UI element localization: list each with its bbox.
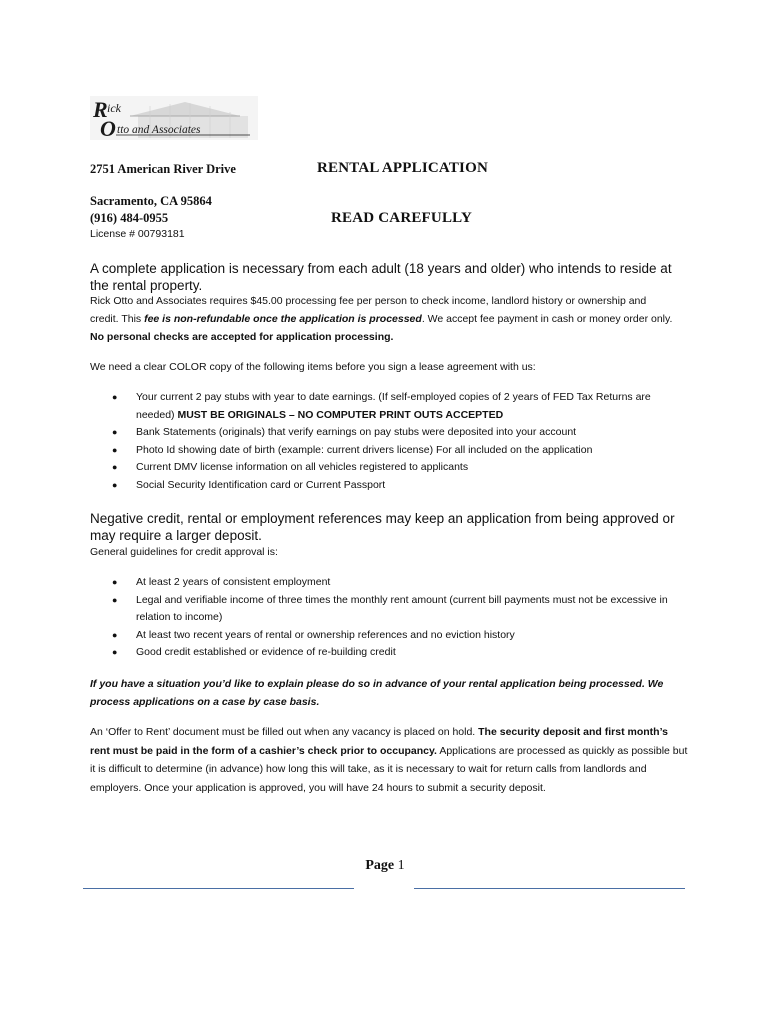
list-item: ● At least 2 years of consistent employment — [90, 574, 690, 592]
list-item: ● Legal and verifiable income of three times the monthly rent amount (current bill payments must not be excessive in relation to income) — [90, 592, 690, 627]
svg-text:tto and Associates: tto and Associates — [117, 124, 201, 136]
footer-rule-right — [414, 888, 685, 889]
offer-text-1: An ‘Offer to Rent’ document must be filled out when any vacancy is placed on hold. — [90, 726, 479, 738]
list-item: ● Bank Statements (originals) that verify earnings on pay stubs were deposited into your account — [90, 424, 690, 442]
phone-number: (916) 484-0955 — [90, 211, 169, 225]
fee-text-2: . We accept fee payment in cash or money order only. — [421, 313, 673, 325]
footer-rule-left — [83, 888, 354, 889]
list-item: ● Good credit established or evidence of re-building credit — [90, 644, 690, 662]
credit-heading: General guidelines for credit approval is: — [90, 546, 278, 558]
list-item: ● Current DMV license information on all vehicles registered to applicants — [90, 459, 690, 477]
svg-text:R: R — [93, 97, 108, 122]
list-item: ● Photo Id showing date of birth (example: current drivers license) For all included on the application — [90, 442, 690, 460]
fee-text-1: Rick Otto and Associates requires $45.00 processing fee per person to check income, landlord history or ownership and credit. This — [90, 295, 647, 325]
page-label: Page — [365, 858, 395, 873]
fee-paragraph — [90, 292, 675, 346]
originals-notice: MUST BE ORIGINALS – NO COMPUTER PRINT OUTS ACCEPTED — [177, 408, 504, 421]
offer-text-2: Applications are processed as quickly as possible but it is difficult to determine (in advance) how long this will take, as it is necessary to wait for return calls from landlords and employers. Once your application is approved, you will have 24 hours to submit a security deposit. — [90, 744, 688, 794]
license-number: License # 00793181 — [90, 228, 185, 240]
list-item: ● Social Security Identification card or Current Passport — [90, 477, 690, 495]
offer-paragraph — [90, 723, 690, 797]
offer-deposit-notice: The security deposit and first month’s rent must be paid in the form of a cashier’s check prior to occupancy. — [90, 726, 668, 757]
credit-guidelines-list — [90, 574, 690, 662]
situation-note: If you have a situation you’d like to explain please do so in advance of your rental application being processed. We process applications on a case by case basis. — [90, 678, 664, 708]
intro-lead: A complete application is necessary from each adult (18 years and older) who intends to reside at the rental property. — [90, 261, 672, 293]
street-address: 2751 American River Drive — [90, 162, 236, 176]
credit-lead: Negative credit, rental or employment references may keep an application from being approved or may require a larger deposit. — [90, 511, 675, 543]
page-number — [0, 858, 770, 874]
company-logo — [90, 96, 258, 140]
document-title: RENTAL APPLICATION — [317, 160, 488, 176]
requirements-heading: We need a clear COLOR copy of the following items before you sign a lease agreement with us: — [90, 361, 536, 373]
document-subtitle: READ CAREFULLY — [331, 210, 473, 226]
fee-no-checks: No personal checks are accepted for application processing. — [90, 331, 394, 343]
svg-text:ick: ick — [107, 101, 121, 115]
fee-non-refundable: fee is non-refundable once the application is processed — [144, 313, 422, 325]
page-number-value: 1 — [397, 858, 405, 873]
requirements-list — [90, 389, 690, 494]
list-item: ● Your current 2 pay stubs with year to date earnings. (If self-employed copies of 2 years of FED Tax Returns are needed) MUST BE ORIGINALS – NO COMPUTER PRINT OUTS ACCEPTED — [90, 389, 690, 424]
list-item: ● At least two recent years of rental or ownership references and no eviction history — [90, 627, 690, 645]
svg-text:O: O — [100, 116, 116, 140]
city-state-zip: Sacramento, CA 95864 — [90, 194, 212, 208]
